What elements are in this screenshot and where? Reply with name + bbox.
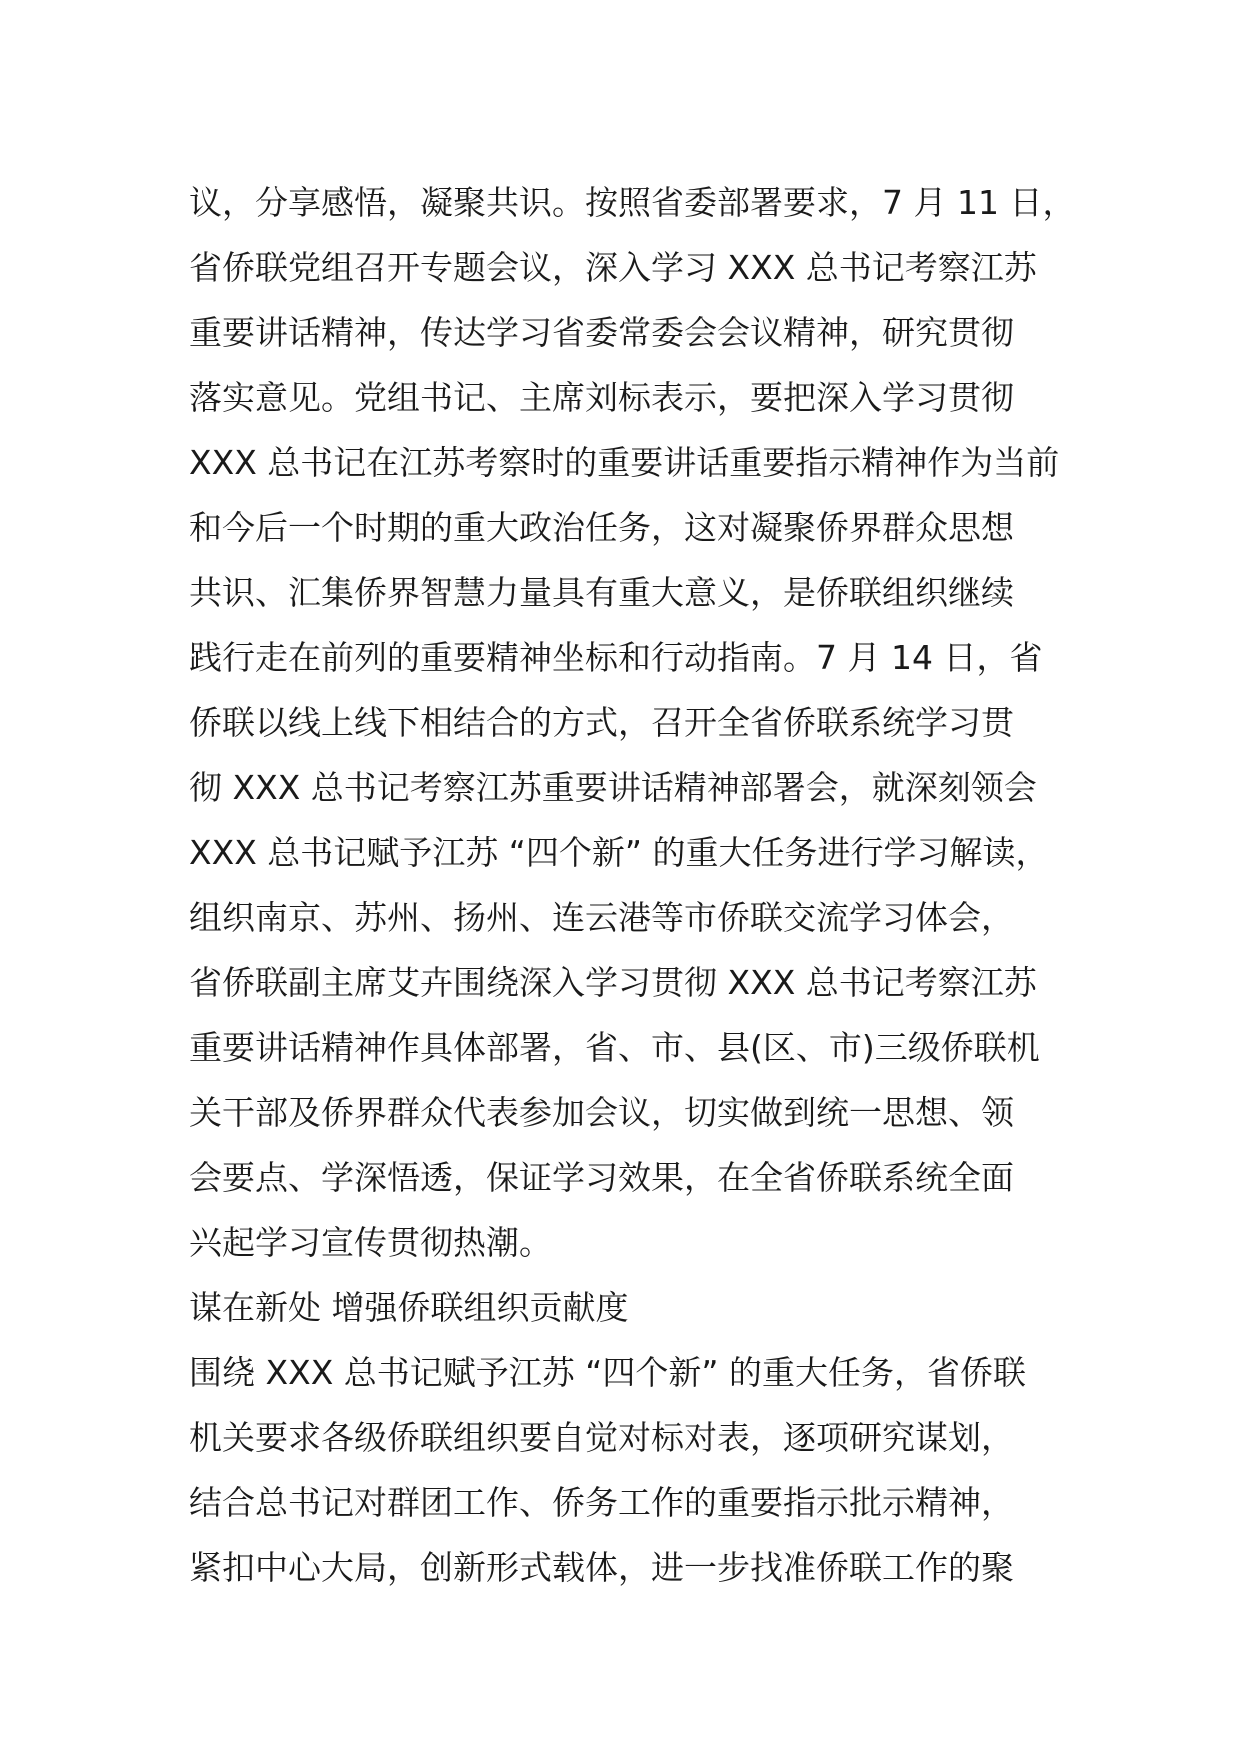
text-line: 围绕 XXX 总书记赋予江苏 “四个新” 的重大任务，省侨联: [189, 1353, 1026, 1392]
text-line: 共识、汇集侨界智慧力量具有重大意义，是侨联组织继续: [189, 573, 1014, 612]
text-line: 践行走在前列的重要精神坐标和行动指南。7 月 14 日，省: [189, 638, 1043, 677]
document-body: [189, 170, 1089, 1600]
text-line: 重要讲话精神，传达学习省委常委会会议精神，研究贯彻: [189, 313, 1014, 352]
text-line: 落实意见。党组书记、主席刘标表示，要把深入学习贯彻: [189, 378, 1014, 417]
text-line: 组织南京、苏州、扬州、连云港等市侨联交流学习体会，: [189, 898, 1014, 937]
text-line: 结合总书记对群团工作、侨务工作的重要指示批示精神，: [189, 1483, 1014, 1522]
text-line: XXX 总书记赋予江苏 “四个新” 的重大任务进行学习解读，: [189, 833, 1049, 872]
text-line: 关干部及侨界群众代表参加会议，切实做到统一思想、领: [189, 1093, 1014, 1132]
text-line: 重要讲话精神作具体部署，省、市、县(区、市)三级侨联机: [189, 1028, 1040, 1067]
text-line: 兴起学习宣传贯彻热潮。: [189, 1223, 552, 1262]
text-line: 会要点、学深悟透，保证学习效果，在全省侨联系统全面: [189, 1158, 1014, 1197]
text-line: 侨联以线上线下相结合的方式，召开全省侨联系统学习贯: [189, 703, 1014, 742]
text-line: 议，分享感悟，凝聚共识。按照省委部署要求，7 月 11 日，: [189, 183, 1076, 222]
text-line: 紧扣中心大局，创新形式载体，进一步找准侨联工作的聚: [189, 1548, 1014, 1587]
text-line: 彻 XXX 总书记考察江苏重要讲话精神部署会，就深刻领会: [189, 768, 1037, 807]
section-heading: 谋在新处 增强侨联组织贡献度: [189, 1288, 629, 1327]
text-line: 省侨联党组召开专题会议，深入学习 XXX 总书记考察江苏: [189, 248, 1037, 287]
text-line: 省侨联副主席艾卉围绕深入学习贯彻 XXX 总书记考察江苏: [189, 963, 1037, 1002]
text-line: 机关要求各级侨联组织要自觉对标对表，逐项研究谋划，: [189, 1418, 1014, 1457]
text-line: XXX 总书记在江苏考察时的重要讲话重要指示精神作为当前: [189, 443, 1060, 482]
text-line: 和今后一个时期的重大政治任务，这对凝聚侨界群众思想: [189, 508, 1014, 547]
